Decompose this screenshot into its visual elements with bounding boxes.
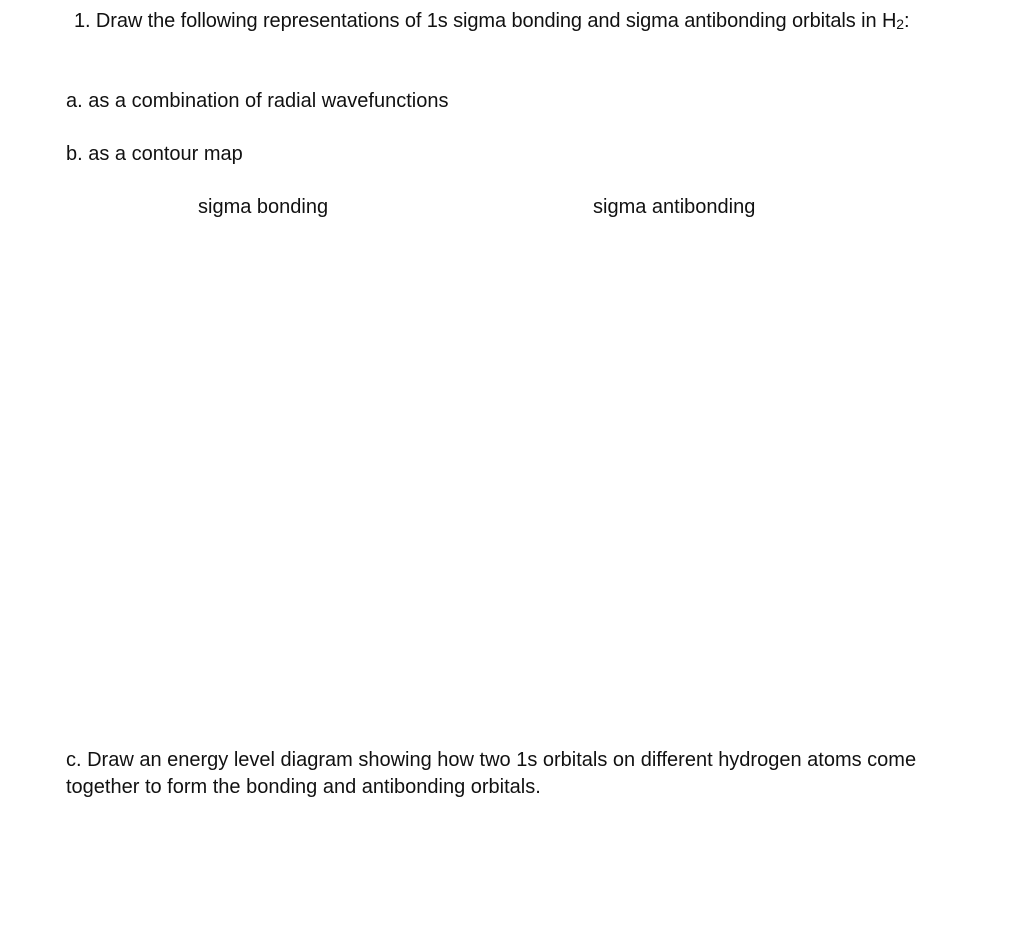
energy-diagram-drawing-area bbox=[66, 810, 946, 940]
question-1-prompt bbox=[66, 8, 946, 35]
contour-map-labels bbox=[0, 194, 1024, 222]
part-b-prompt: b. as a contour map bbox=[66, 143, 243, 165]
question-1-colon: : bbox=[903, 10, 910, 32]
part-a-prompt: a. as a combination of radial wavefunctions bbox=[66, 90, 449, 112]
question-1-text: 1. Draw the following representations of 1s sigma bonding and sigma antibonding orbitals in H bbox=[74, 10, 897, 32]
contour-map-drawing-area bbox=[66, 230, 946, 740]
sigma-antibonding-label: sigma antibonding bbox=[593, 196, 756, 218]
h2-subscript: 2 bbox=[896, 16, 904, 32]
sigma-bonding-label: sigma bonding bbox=[198, 196, 329, 218]
part-c-prompt: c. Draw an energy level diagram showing how two 1s orbitals on different hydrogen atoms come together to form the bonding and antibonding orbitals. bbox=[66, 749, 917, 798]
